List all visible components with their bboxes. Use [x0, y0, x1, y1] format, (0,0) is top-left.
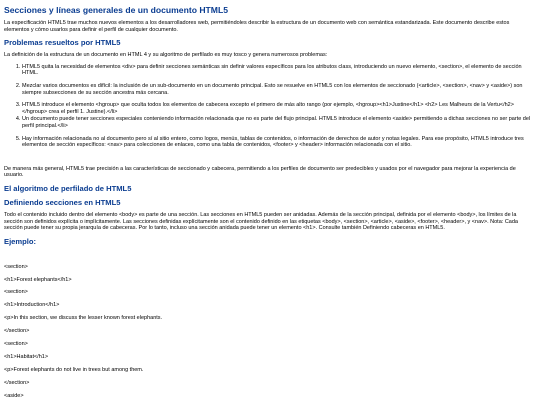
code-line: </section> [4, 328, 30, 335]
list-item: 5. Hay información relacionada no al documento pero sí al sitio entero, como logos, menús, tablas de contenidos, o información de derechos de autor y notas legales. Para ese propósito, HTML5 introduce tres elementos de sección específicos: <nav> para colecciones de enlaces, como una tabla de contenidos, <footer> y <header> información relacionada con el sitio. [22, 136, 536, 149]
problems-intro-paragraph: La definición de la estructura de un documento en HTML 4 y su algoritmo de perfilado es muy tosco y genera numerosos problemas: [4, 52, 328, 59]
code-line: </section> [4, 379, 30, 386]
sections-paragraph: Todo el contenido incluido dentro del elemento <body> es parte de una sección. Las secciones en HTML5 pueden ser anidadas. Además de la sección principal, definida por el elemento <body>, los límites de la sección son definidos explícita o implícitamente. Las secciones definidas explícitamente son el contenido definido en las etiquetas <body>, <section>, <article>, <aside>, <footer>, <header>, y <nav>. Nota: Cada sección puede tener su propia jerarquía de cabeceras. Por lo tanto, incluso una sección anidada puede tener un elemento <h1>. Consulte también Definiendo cabeceras en HTML5. [4, 211, 518, 232]
list-item: 1. HTML5 quita la necesidad de elementos <div> para definir secciones semánticas sin definir valores específicos para los atributos class, introduciendo un nuevo elemento, <section>, el elemento de sección HTML. [22, 64, 536, 77]
spacer [4, 251, 536, 262]
code-line: <p>In this section, we discuss the lesser known forest elephants. [4, 315, 163, 322]
subsection-heading-defining-sections: Definiendo secciones en HTML5 [4, 197, 121, 207]
list-item: 2. Mezclar varios documentos es difícil: la inclusión de un sub-documento en un documento principal. Esto se resuelve en HTML5 con los elementos de seccionado (<article>, <section>, <nav> y <aside>) son siempre subsecciones de su sección ancestra más cercana. [22, 83, 536, 96]
code-line: <section> [4, 341, 28, 348]
code-example [4, 264, 536, 405]
spacer [4, 155, 536, 166]
code-line: <aside> [4, 392, 24, 399]
conclusion-paragraph: De manera más general, HTML5 trae precisión a las características de seccionado y cabecera, permitiendo a los perfiles de documento ser predecibles y usados por el navegador para mejorar la experiencia de usuario. [4, 165, 516, 179]
page-title: Secciones y líneas generales de un documento HTML5 [4, 5, 228, 15]
code-line: <p>Forest elephants do not live in trees but among them. [4, 366, 144, 373]
code-line: <h1>Habitat</h1> [4, 353, 49, 360]
example-heading: Ejemplo: [4, 236, 37, 246]
code-line: <h1>Forest elephants</h1> [4, 276, 72, 283]
problems-list [4, 64, 536, 149]
code-line: <h1>Introduction</h1> [4, 302, 60, 309]
intro-paragraph: La especificación HTML5 trae muchos nuevos elementos a los desarrolladores web, permitiéndoles describir la estructura de un documento web con semántica estandarizada. Este documento describe estos elementos y cómo usarlos para definir el perfil de cualquier documento. [4, 20, 510, 33]
code-line: <section> [4, 289, 28, 296]
list-item: 3. HTML5 introduce el elemento <hgroup> que oculta todos los elementos de cabecera excepto el primero de más alto rango (por ejemplo, <hgroup><h1>Justine</h1> <h2> Les Malheurs de la Vertu</h2> </hgroup> crea el perfil 1. Justine).</li> [22, 102, 536, 115]
section-heading-algorithm: El algoritmo de perfilado de HTML5 [4, 183, 132, 193]
section-heading-problems: Problemas resueltos por HTML5 [4, 38, 121, 48]
list-item: 4. Un documento puede tener secciones especiales conteniendo información relacionada que no es parte del flujo principal. HTML5 introduce el elemento <aside> permitiendo a dichas secciones no ser parte del perfil principal.</li> [22, 116, 536, 129]
code-line: <section> [4, 263, 28, 270]
